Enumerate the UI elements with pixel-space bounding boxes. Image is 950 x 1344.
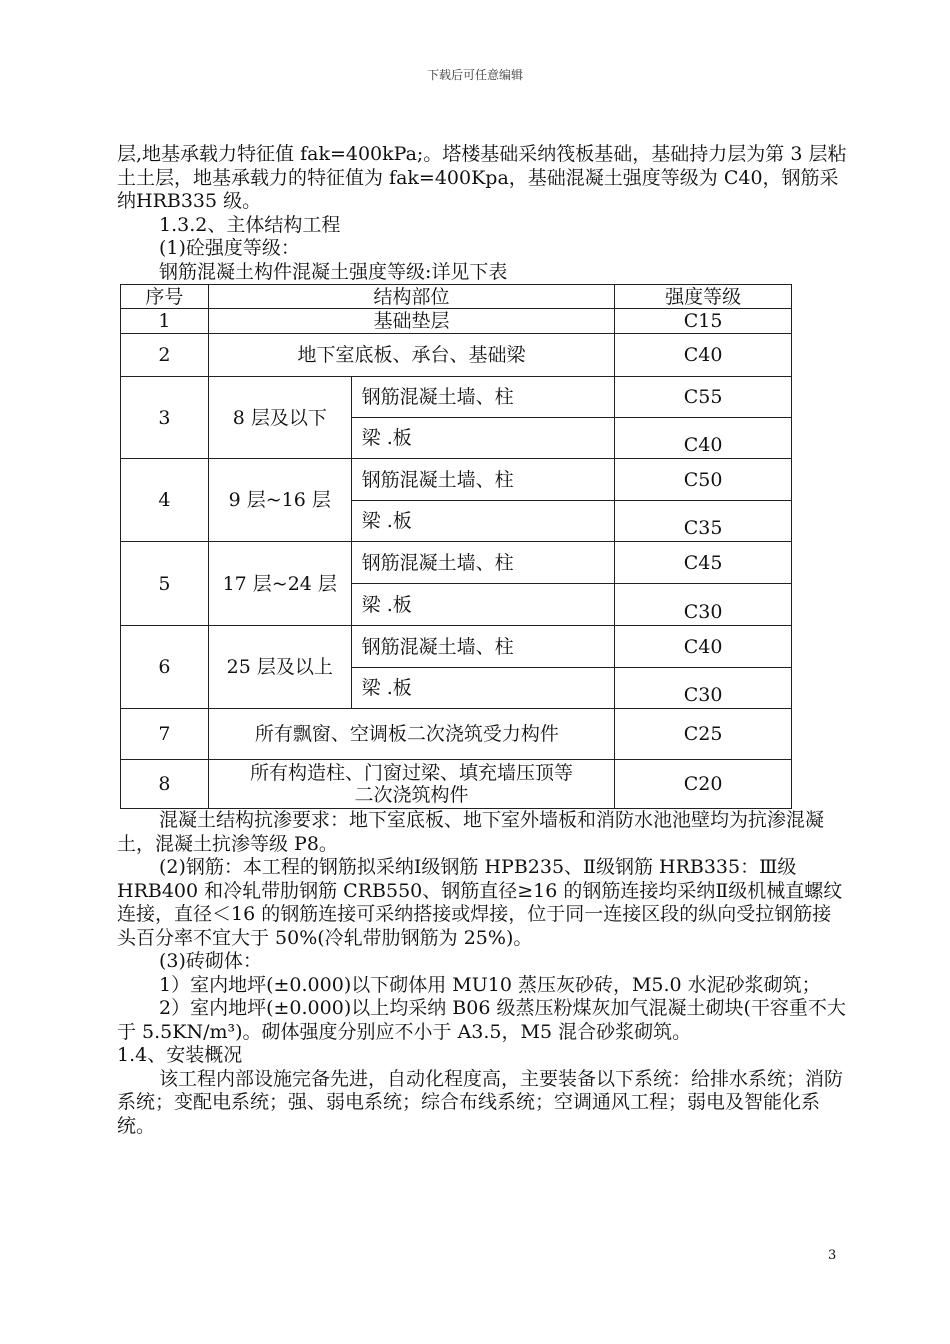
- heading-installation: 1.4、安装概况: [117, 1044, 243, 1066]
- cell-no: 5: [121, 542, 209, 626]
- table-row: [121, 334, 792, 377]
- cell-sub-part: 梁 .板: [351, 668, 615, 709]
- cell-no: 8: [121, 760, 209, 809]
- cell-grade: C35: [615, 501, 792, 542]
- cell-floor-range: 8 层及以下: [208, 377, 351, 459]
- cell-no: 2: [121, 334, 209, 377]
- cell-grade: C15: [615, 309, 792, 334]
- table-row: [121, 542, 792, 584]
- paragraph-rebar: (2)钢筋：本工程的钢筋拟采纳Ⅰ级钢筋 HPB235、Ⅱ级钢筋 HRB335：Ⅲ级 HRB400 和冷轧带肋钢筋 CRB550、钢筋直径≥16 的钢筋连接均采纳Ⅱ级机械直螺纹连接，直径＜16 的钢筋连接可采纳搭接或焊接，位于同一连接区段的纵向受拉钢筋接头百分率不宜大于 50%(冷轧带肋钢筋为 25%)。: [117, 856, 843, 949]
- header-grade: 强度等级: [615, 285, 792, 309]
- paragraph-masonry-2: 2）室内地坪(±0.000)以上均采纳 B06 级蒸压粉煤灰加气混凝土砌块(干容重不大于 5.5KN/m³)。砌体强度分别应不小于 A3.5，M5 混合砂浆砌筑。: [117, 997, 846, 1043]
- cell-sub-part: 梁 .板: [351, 584, 615, 626]
- table-row: [121, 459, 792, 501]
- cell-part: 地下室底板、承台、基础梁: [208, 334, 614, 377]
- paragraph-installation: 该工程内部设施完备先进，自动化程度高，主要装备以下系统：给排水系统；消防系统；变配电系统；强、弱电系统；综合布线系统；空调通风工程；弱电及智能化系统。: [117, 1067, 844, 1137]
- cell-sub-part: 梁 .板: [351, 418, 615, 459]
- cell-part: 所有飘窗、空调板二次浇筑受力构件: [208, 709, 614, 760]
- cell-grade: C25: [615, 709, 792, 760]
- header-part: 结构部位: [208, 285, 614, 309]
- cell-part: 基础垫层: [208, 309, 614, 334]
- table-caption: 钢筋混凝土构件混凝土强度等级:详见下表: [159, 260, 508, 283]
- table-row: [121, 709, 792, 760]
- cell-part: 所有构造柱、门窗过梁、填充墙压顶等二次浇筑构件: [208, 760, 614, 809]
- cell-grade: C40: [615, 626, 792, 668]
- page-header: 下载后可任意编辑: [426, 68, 523, 82]
- cell-grade: C40: [615, 334, 792, 377]
- cell-floor-range: 17 层~24 层: [208, 542, 351, 626]
- cell-no: 4: [121, 459, 209, 542]
- paragraph-foundation: 层,地基承载力特征值 fak=400kPa;。塔楼基础采纳筏板基础，基础持力层为第 3 层粘土土层，地基承载力的特征值为 fak=400Kpa，基础混凝土强度等级为 C40，钢筋采纳HRB335 级。: [117, 143, 847, 212]
- page-number: 3: [828, 1248, 837, 1263]
- heading-masonry: (3)砖砌体：: [159, 950, 262, 972]
- heading-concrete-grade: (1)砼强度等级：: [159, 237, 300, 259]
- cell-grade: C30: [615, 584, 792, 626]
- table-row: [121, 377, 792, 418]
- cell-sub-part: 梁 .板: [351, 501, 615, 542]
- cell-floor-range: 9 层~16 层: [208, 459, 351, 542]
- paragraph-masonry-1: 1）室内地坪(±0.000)以下砌体用 MU10 蒸压灰砂砖，M5.0 水泥砂浆砌筑；: [159, 973, 821, 996]
- cell-grade: C55: [615, 377, 792, 418]
- header-no: 序号: [121, 285, 209, 309]
- table-header-row: [121, 285, 792, 309]
- cell-no: 7: [121, 709, 209, 760]
- document-body: [117, 143, 847, 1138]
- table-row: [121, 309, 792, 334]
- paragraph-seepage: 混凝土结构抗渗要求：地下室底板、地下室外墙板和消防水池池壁均为抗渗混凝土，混凝土抗渗等级 P8。: [117, 809, 825, 855]
- cell-grade: C20: [615, 760, 792, 809]
- cell-sub-part: 钢筋混凝土墙、柱: [351, 626, 615, 668]
- cell-grade: C45: [615, 542, 792, 584]
- cell-sub-part: 钢筋混凝土墙、柱: [351, 542, 615, 584]
- cell-grade: C30: [615, 668, 792, 709]
- cell-grade: C40: [615, 418, 792, 459]
- concrete-grade-table: [120, 284, 792, 809]
- cell-no: 6: [121, 626, 209, 709]
- cell-sub-part: 钢筋混凝土墙、柱: [351, 459, 615, 501]
- table-row: [121, 760, 792, 809]
- cell-no: 1: [121, 309, 209, 334]
- cell-no: 3: [121, 377, 209, 459]
- heading-main-structure: 1.3.2、主体结构工程: [159, 213, 341, 236]
- table-row: [121, 626, 792, 668]
- cell-sub-part: 钢筋混凝土墙、柱: [351, 377, 615, 418]
- cell-floor-range: 25 层及以上: [208, 626, 351, 709]
- cell-grade: C50: [615, 459, 792, 501]
